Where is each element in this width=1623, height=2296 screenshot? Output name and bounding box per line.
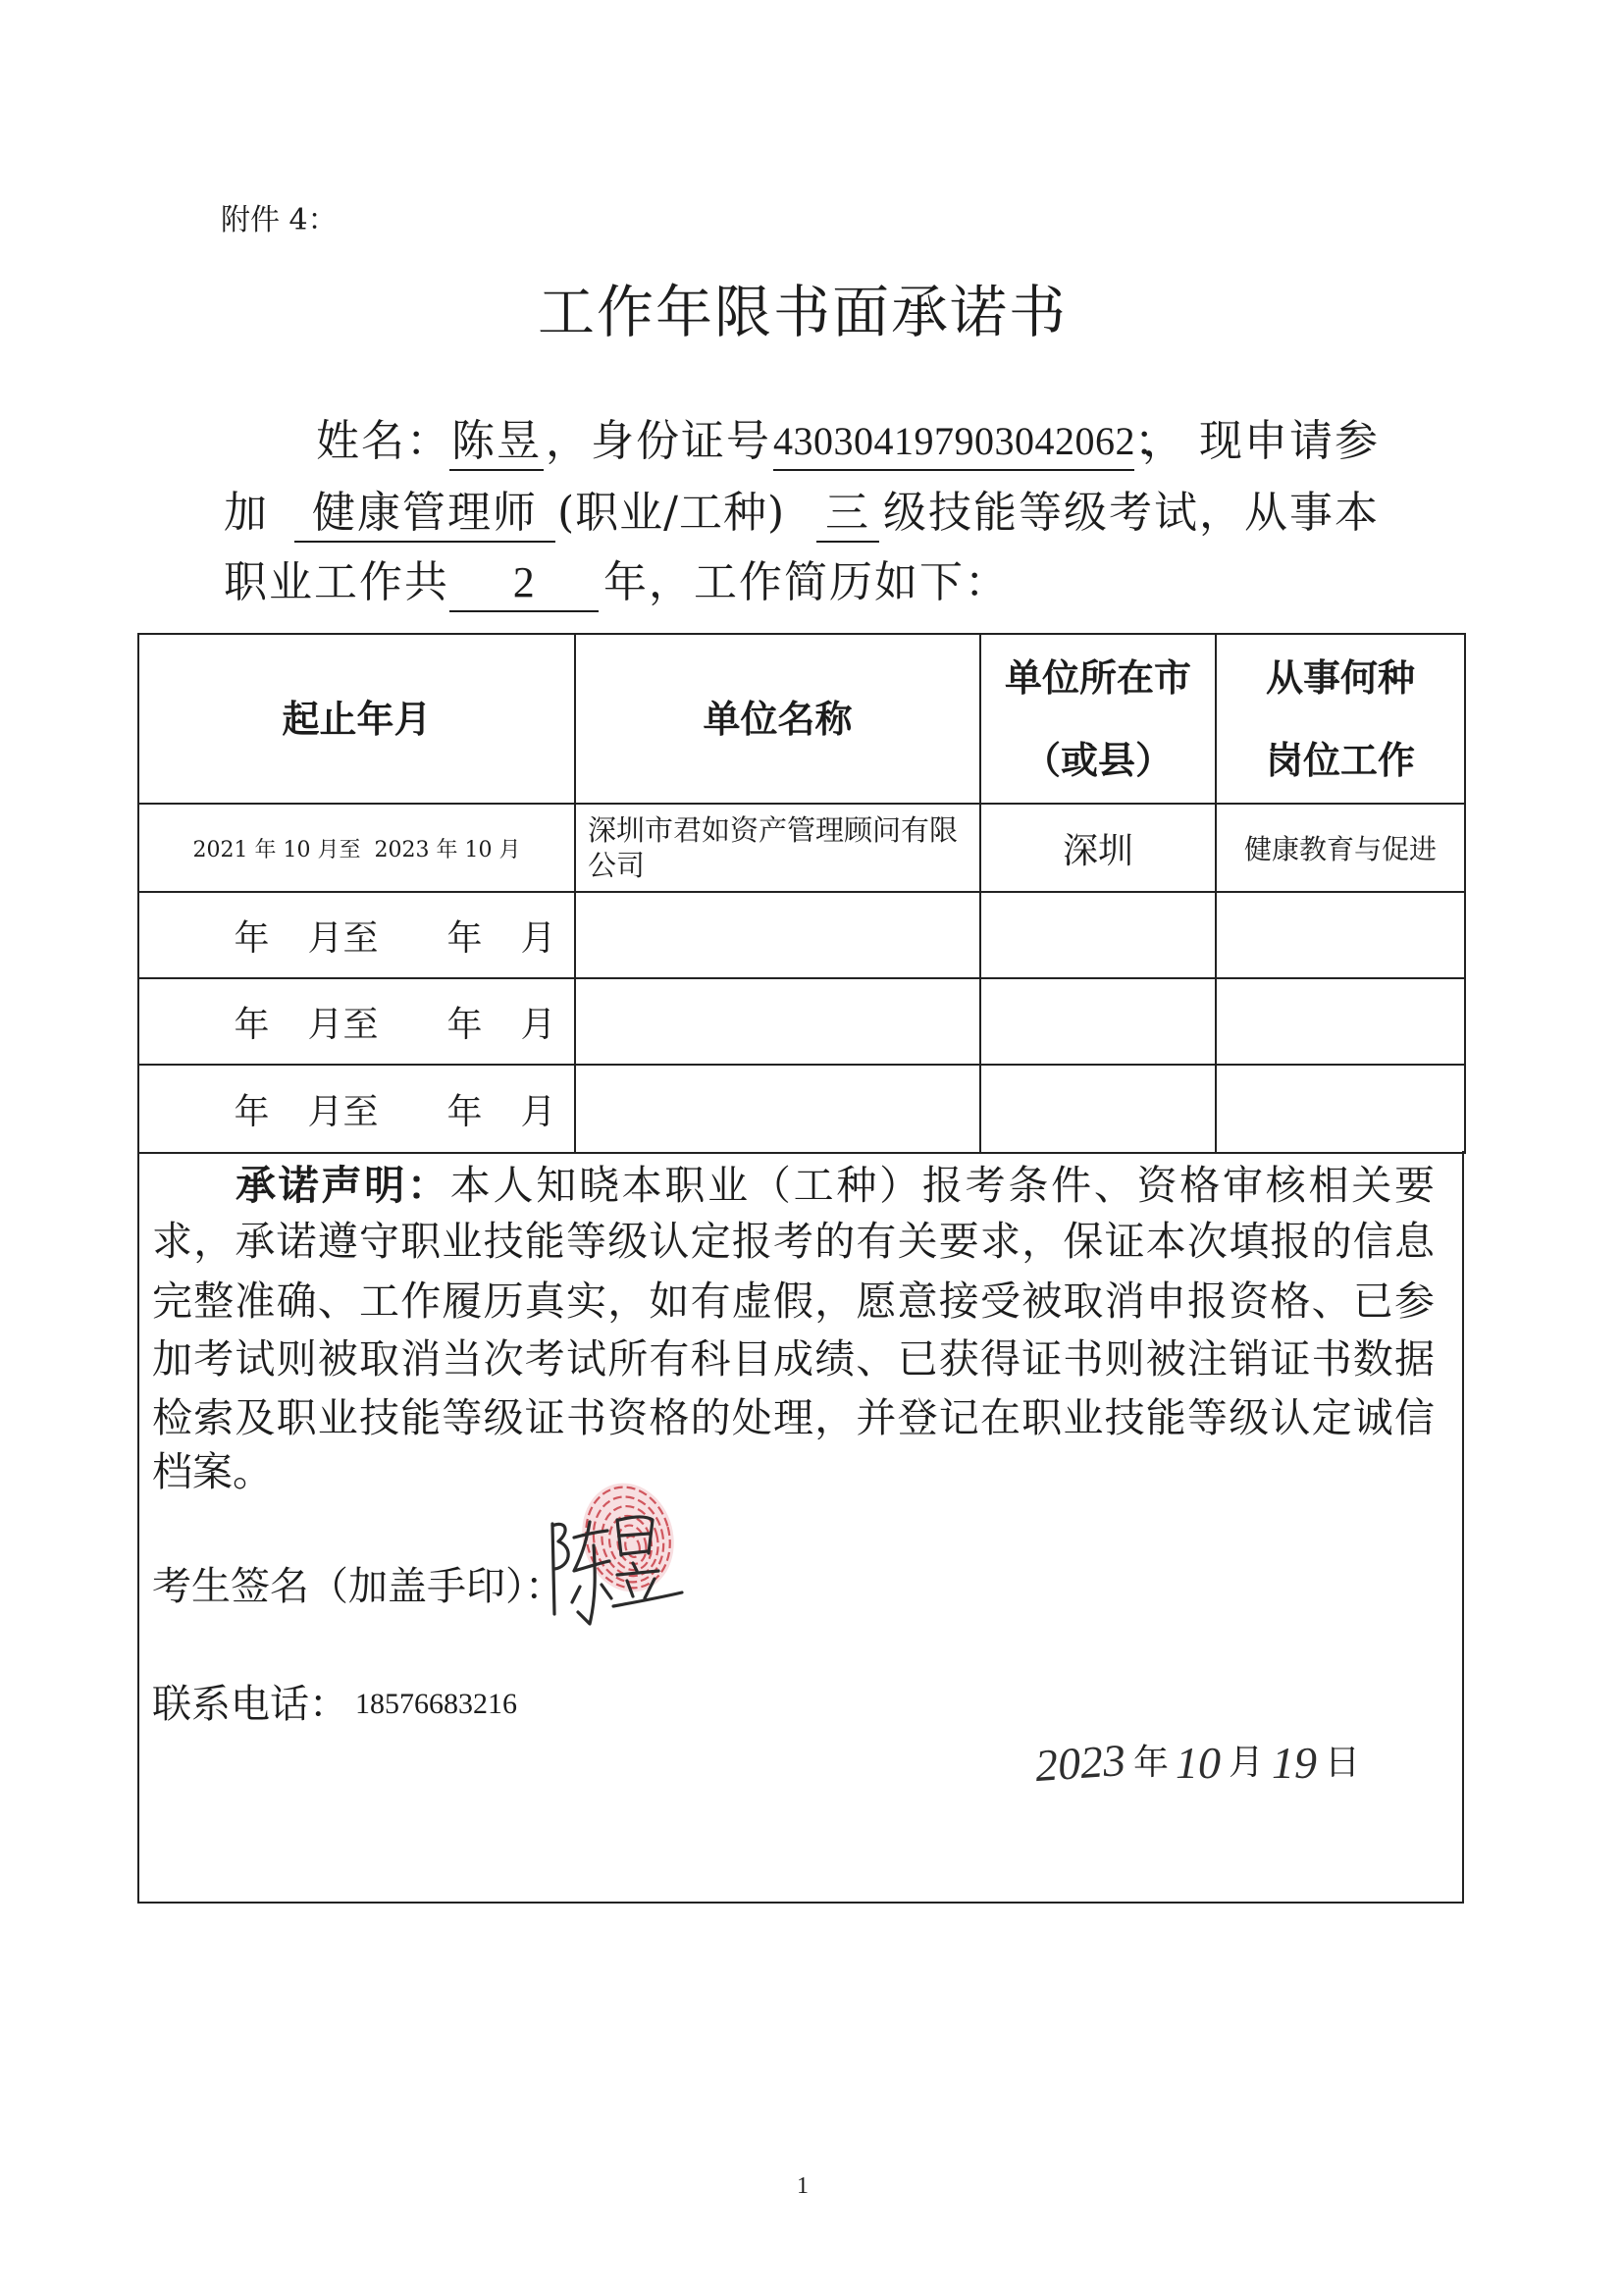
page-number: 1 [797, 2173, 809, 2199]
unit-cell [575, 804, 980, 892]
period-month-placeholder: 月 [520, 1004, 556, 1045]
period-year-placeholder: 年 [446, 1091, 483, 1132]
city-cell [980, 978, 1216, 1065]
period-month-placeholder: 月 [520, 1091, 556, 1132]
phone-label: 联系电话： [152, 1682, 348, 1727]
table-header-row [138, 634, 1465, 804]
header-position-label-line-1: 从事何种 [1265, 654, 1415, 700]
period-month-to-placeholder: 月至 [307, 1004, 379, 1045]
position-cell [1216, 892, 1465, 978]
intro-line-2 [0, 486, 1623, 545]
header-city-label-line-1: 单位所在市 [1004, 654, 1191, 700]
unit-name-value: 深圳市君如资产管理顾问有限公司 [588, 813, 959, 882]
period-year-placeholder: 年 [234, 1004, 270, 1045]
city-value: 深圳 [1062, 830, 1133, 871]
intro-line-3-end: 年，工作简历如下： [603, 557, 1010, 607]
unit-cell [575, 892, 980, 978]
intro-line-3 [0, 555, 1623, 614]
header-cell-position [1216, 634, 1465, 804]
period-cell [138, 978, 575, 1065]
work-history-table [137, 633, 1466, 1154]
id-number: 430304197903042062 [773, 414, 1134, 471]
declaration-text: 本人知晓本职业（工种）报考条件、资格审核相关要 [449, 1162, 1435, 1209]
intro-line-2-end: 级技能等级考试，从事本 [883, 488, 1380, 538]
period-year-placeholder: 年 [234, 1091, 270, 1132]
id-trailing-punctuation: ：， [1134, 416, 1172, 466]
table-row [138, 1065, 1465, 1153]
declaration-line-1 [236, 1156, 1435, 1215]
period-cell [138, 892, 575, 978]
table-row [138, 804, 1465, 892]
position-cell [1216, 978, 1465, 1065]
header-city-label-line-2: （或县） [1022, 737, 1173, 782]
period-month-placeholder: 月 [520, 917, 556, 959]
city-cell [980, 892, 1216, 978]
years-value: 2 [449, 555, 599, 612]
date-day: 19 [1272, 1738, 1317, 1788]
table-row [138, 892, 1465, 978]
city-cell [980, 804, 1216, 892]
period-cell [138, 804, 575, 892]
position-cell [1216, 1065, 1465, 1153]
declaration-line-6: 档案。 [152, 1448, 273, 1495]
date-month: 10 [1176, 1738, 1221, 1788]
header-unit-label: 单位名称 [703, 696, 853, 741]
period-cell [138, 1065, 575, 1153]
phone-number: 18576683216 [355, 1688, 517, 1720]
declaration-line-5: 检索及职业技能等级证书资格的处理，并登记在职业技能等级认定诚信 [152, 1394, 1435, 1441]
signature-label: 考生签名（加盖手印）： [152, 1564, 564, 1609]
name-value: 陈昱 [449, 414, 544, 471]
intro-line-1-end: 现申请参 [1199, 416, 1380, 466]
declaration-line-3: 完整准确、工作履历真实，如有虚假，愿意接受被取消申报资格、已参 [152, 1278, 1435, 1325]
period-month-to-placeholder: 月至 [307, 917, 379, 959]
name-label: 姓名： [316, 416, 451, 466]
occupation-note: (职业/工种) [557, 488, 786, 538]
table-row [138, 978, 1465, 1065]
period-value: 2021 年 10 月至 2023 年 10 月 [192, 837, 521, 862]
signature-with-fingerprint [545, 1477, 702, 1653]
date-year-unit: 年 [1133, 1743, 1170, 1783]
unit-cell [575, 978, 980, 1065]
position-cell [1216, 804, 1465, 892]
intro-line-1 [0, 414, 1623, 473]
attachment-label: 附件 4： [221, 203, 338, 237]
position-value: 健康教育与促进 [1243, 833, 1437, 865]
declaration-line-2: 求，承诺遵守职业技能等级认定报考的有关要求，保证本次填报的信息 [152, 1218, 1435, 1265]
level-value: 三 [816, 486, 879, 543]
period-month-to-placeholder: 月至 [307, 1091, 379, 1132]
date-day-unit: 日 [1325, 1743, 1361, 1783]
period-year-placeholder: 年 [446, 1004, 483, 1045]
date-year: 2023 [1033, 1734, 1127, 1792]
header-position-label-line-2: 岗位工作 [1265, 737, 1415, 782]
header-cell-unit [575, 634, 980, 804]
declaration-line-4: 加考试则被取消当次考试所有科目成绩、已获得证书则被注销证书数据 [152, 1335, 1435, 1383]
header-cell-city [980, 634, 1216, 804]
intro-line-2-start: 加 [224, 488, 269, 538]
period-year-placeholder: 年 [234, 917, 270, 959]
intro-line-3-start: 职业工作共 [224, 557, 449, 607]
header-cell-period [138, 634, 575, 804]
date-month-unit: 月 [1229, 1743, 1265, 1783]
city-cell [980, 1065, 1216, 1153]
period-year-placeholder: 年 [446, 917, 483, 959]
header-period-label: 起止年月 [282, 696, 432, 741]
occupation-value: 健康管理师 [294, 486, 555, 543]
declaration-label: 承诺声明： [236, 1162, 450, 1209]
id-label: ，身份证号 [546, 416, 771, 466]
unit-cell [575, 1065, 980, 1153]
document-title: 工作年限书面承诺书 [537, 279, 1068, 345]
